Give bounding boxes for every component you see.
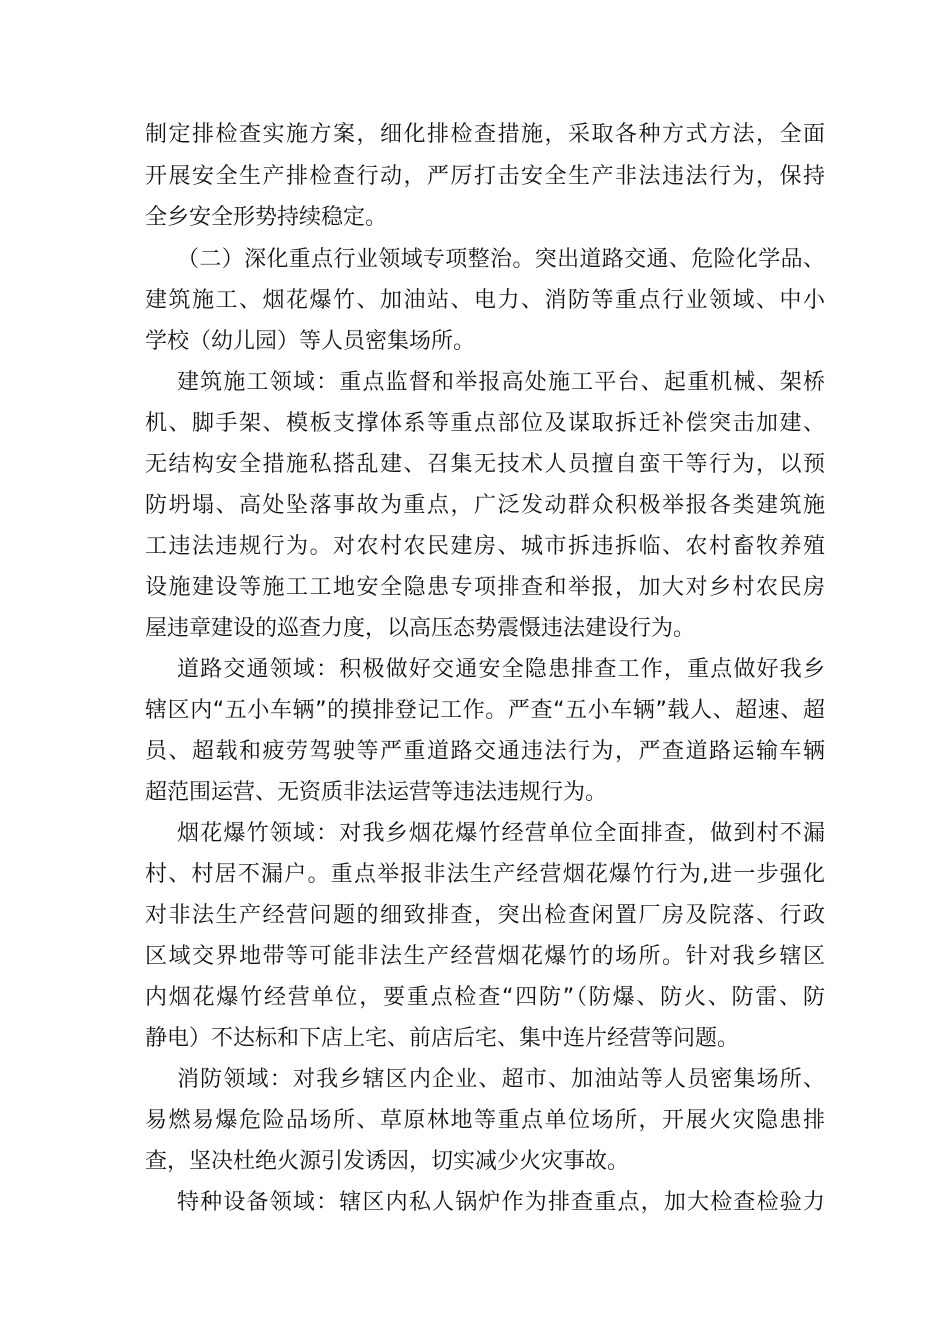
text-line: 查，坚决杜绝火源引发诱因，切实减少火灾事故。	[145, 1149, 630, 1174]
text-line: 建筑施工、烟花爆竹、加油站、电力、消防等重点行业领域、中小	[145, 288, 825, 313]
text-line: 易燃易爆危险品场所、草原林地等重点单位场所，开展火灾隐患排	[145, 1108, 825, 1133]
text-line: 区域交界地带等可能非法生产经营烟花爆竹的场所。针对我乡辖区	[145, 944, 825, 969]
text-line: 无结构安全措施私搭乱建、召集无技术人员擅自蛮干等行为，以预	[145, 452, 825, 477]
text-line: 屋违章建设的巡查力度，以高压态势震慑违法建设行为。	[145, 616, 696, 641]
text-line: 道路交通领域：积极做好交通安全隐患排查工作，重点做好我乡	[177, 657, 825, 682]
text-line: 防坍塌、高处坠落事故为重点，广泛发动群众积极举报各类建筑施	[145, 493, 825, 518]
text-line: 烟花爆竹领域：对我乡烟花爆竹经营单位全面排查，做到村不漏	[177, 821, 825, 846]
text-line: 内烟花爆竹经营单位，要重点检查“四防”（防爆、防火、防雷、防	[145, 985, 825, 1010]
text-line: 设施建设等施工工地安全隐患专项排查和举报，加大对乡村农民房	[145, 575, 825, 600]
text-line: 全乡安全形势持续稳定。	[145, 205, 388, 230]
text-line: 静电）不达标和下店上宅、前店后宅、集中连片经营等问题。	[145, 1026, 740, 1051]
text-line: 员、超载和疲劳驾驶等严重道路交通违法行为，严查道路运输车辆	[145, 739, 825, 764]
text-line: 开展安全生产排检查行动，严厉打击安全生产非法违法行为，保持	[145, 164, 825, 189]
text-line: 对非法生产经营问题的细致排查，突出检查闲置厂房及院落、行政	[145, 903, 825, 928]
text-line: 超范围运营、无资质非法运营等违法违规行为。	[145, 780, 608, 805]
text-line: 辖区内“五小车辆”的摸排登记工作。严查“五小车辆”载人、超速、超	[145, 698, 825, 723]
text-line: 工违法违规行为。对农村农民建房、城市拆违拆临、农村畜牧养殖	[145, 534, 825, 559]
text-line: 建筑施工领域：重点监督和举报高处施工平台、起重机械、架桥	[177, 370, 825, 395]
text-line: 制定排检查实施方案，细化排检查措施，采取各种方式方法，全面	[145, 122, 825, 147]
text-line: 消防领域：对我乡辖区内企业、超市、加油站等人员密集场所、	[177, 1067, 825, 1092]
text-line: 学校（幼儿园）等人员密集场所。	[145, 329, 476, 354]
text-line: 特种设备领域：辖区内私人锅炉作为排查重点，加大检查检验力	[177, 1190, 825, 1215]
text-line: （二）深化重点行业领域专项整治。突出道路交通、危险化学品、	[177, 247, 825, 272]
text-line: 村、村居不漏户。重点举报非法生产经营烟花爆竹行为,进一步强化	[145, 862, 825, 887]
text-line: 机、脚手架、模板支撑体系等重点部位及谋取拆迁补偿突击加建、	[145, 411, 825, 436]
